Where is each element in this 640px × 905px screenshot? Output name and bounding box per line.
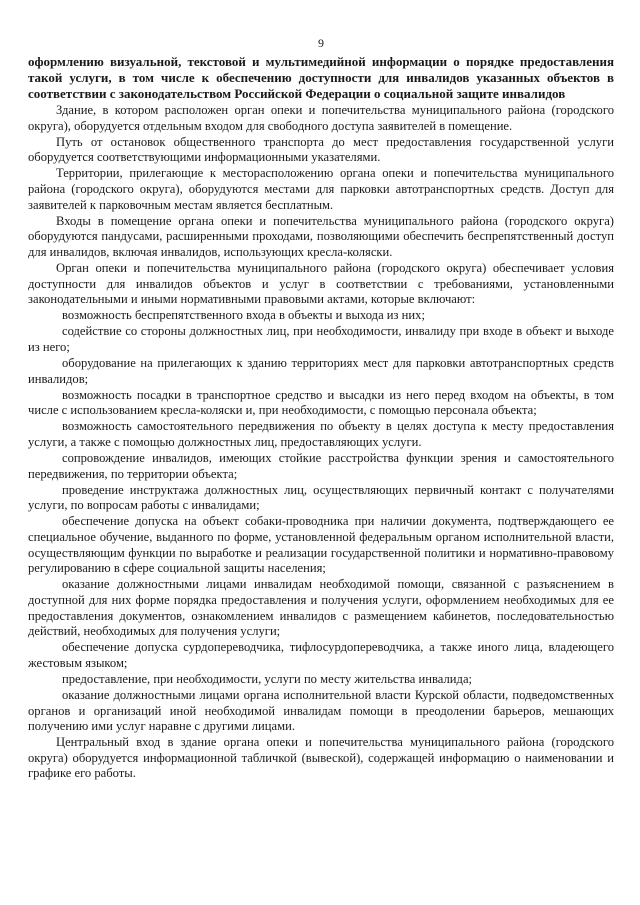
list-item: сопровождение инвалидов, имеющих стойкие расстройства функции зрения и самостоятельного передвижения, по территории объекта; — [28, 451, 614, 481]
list-item: предоставление, при необходимости, услуги по месту жительства инвалида; — [62, 671, 473, 686]
page-number: 9 — [318, 36, 324, 50]
list-item: оказание должностными лицами инвалидам необходимой помощи, связанной с разъяснением в доступной для них форме порядка предоставления и получения услуги, оформлением необходимых для ее предоставления документов, ознакомлением инвалидов с размещением кабинетов, последовательностью действий, необходимых для получения услуги; — [28, 577, 614, 639]
paragraph: Орган опеки и попечительства муниципального района (городского округа) обеспечивает условия доступности для инвалидов объектов и услуг в соответствии с требованиями, установленными законодательными и иными нормативными правовыми актами, которые включают: — [28, 260, 614, 307]
paragraph: Путь от остановок общественного транспорта до мест предоставления государственной услуги оборудуется соответствующими информационными указателями. — [28, 134, 614, 165]
paragraph: Входы в помещение органа опеки и попечительства муниципального района (городского округа) оборудуются пандусами, расширенными проходами, позволяющими обеспечить беспрепятственный доступ для инвалидов, включая инвалидов, использующих кресла-коляски. — [28, 213, 614, 259]
closing-paragraph: Центральный вход в здание органа опеки и попечительства муниципального района (городского округа) оборудуется информационной табличкой (вывеской), содержащей информацию о наименовании и графике его работы. — [28, 735, 614, 781]
list-item: обеспечение допуска сурдопереводчика, тифлосурдопереводчика, а также иного лица, владеющего жестовым языком; — [28, 640, 614, 670]
paragraph: Здание, в котором расположен орган опеки и попечительства муниципального района (городского округа), оборудуется отдельным входом для свободного доступа заявителей в помещение. — [28, 103, 614, 133]
list-item: содействие со стороны должностных лиц, при необходимости, инвалиду при входе в объект и выходе из него; — [28, 324, 614, 354]
section-heading: оформлению визуальной, текстовой и мультимедийной информации о порядке предоставления такой услуги, в том числе к обеспечению доступности для инвалидов указанных объектов в соответствии с законодательством Российской Федерации о социальной защите инвалидов — [28, 54, 614, 101]
list-item: оказание должностными лицами органа исполнительной власти Курской области, подведомственных органов и организаций иной необходимой инвалидам помощи в преодолении барьеров, мешающих получению ими услуг наравне с другими лицами. — [28, 687, 614, 734]
list-item: возможность беспрепятственного входа в объекты и выхода из них; — [62, 308, 425, 323]
list-item: возможность посадки в транспортное средство и высадки из него перед входом на объекты, в том числе с использованием кресла-коляски и, при необходимости, с помощью персонала объекта; — [28, 387, 614, 418]
list-item: проведение инструктажа должностных лиц, осуществляющих первичный контакт с получателями услуги, по вопросам работы с инвалидами; — [28, 482, 614, 513]
list-item: обеспечение допуска на объект собаки-проводника при наличии документа, подтверждающего ее специальное обучение, выданного по форме, установленной федеральным органом исполнительной власти, осуществляющим функции по выработке и реализации государственной политики и нормативно-правовому регулированию в сфере социальной защиты населения; — [28, 514, 614, 576]
paragraph: Территории, прилегающие к месторасположению органа опеки и попечительства муниципального района (городского округа), оборудуются местами для парковки автотранспортных средств. Доступ для заявителей к парковочным местам является бесплатным. — [28, 166, 614, 212]
list-item: оборудование на прилегающих к зданию территориях мест для парковки автотранспортных средств инвалидов; — [28, 356, 614, 386]
list-item: возможность самостоятельного передвижения по объекту в целях доступа к месту предоставления услуги, а также с помощью должностных лиц, предоставляющих услуги. — [28, 419, 614, 449]
